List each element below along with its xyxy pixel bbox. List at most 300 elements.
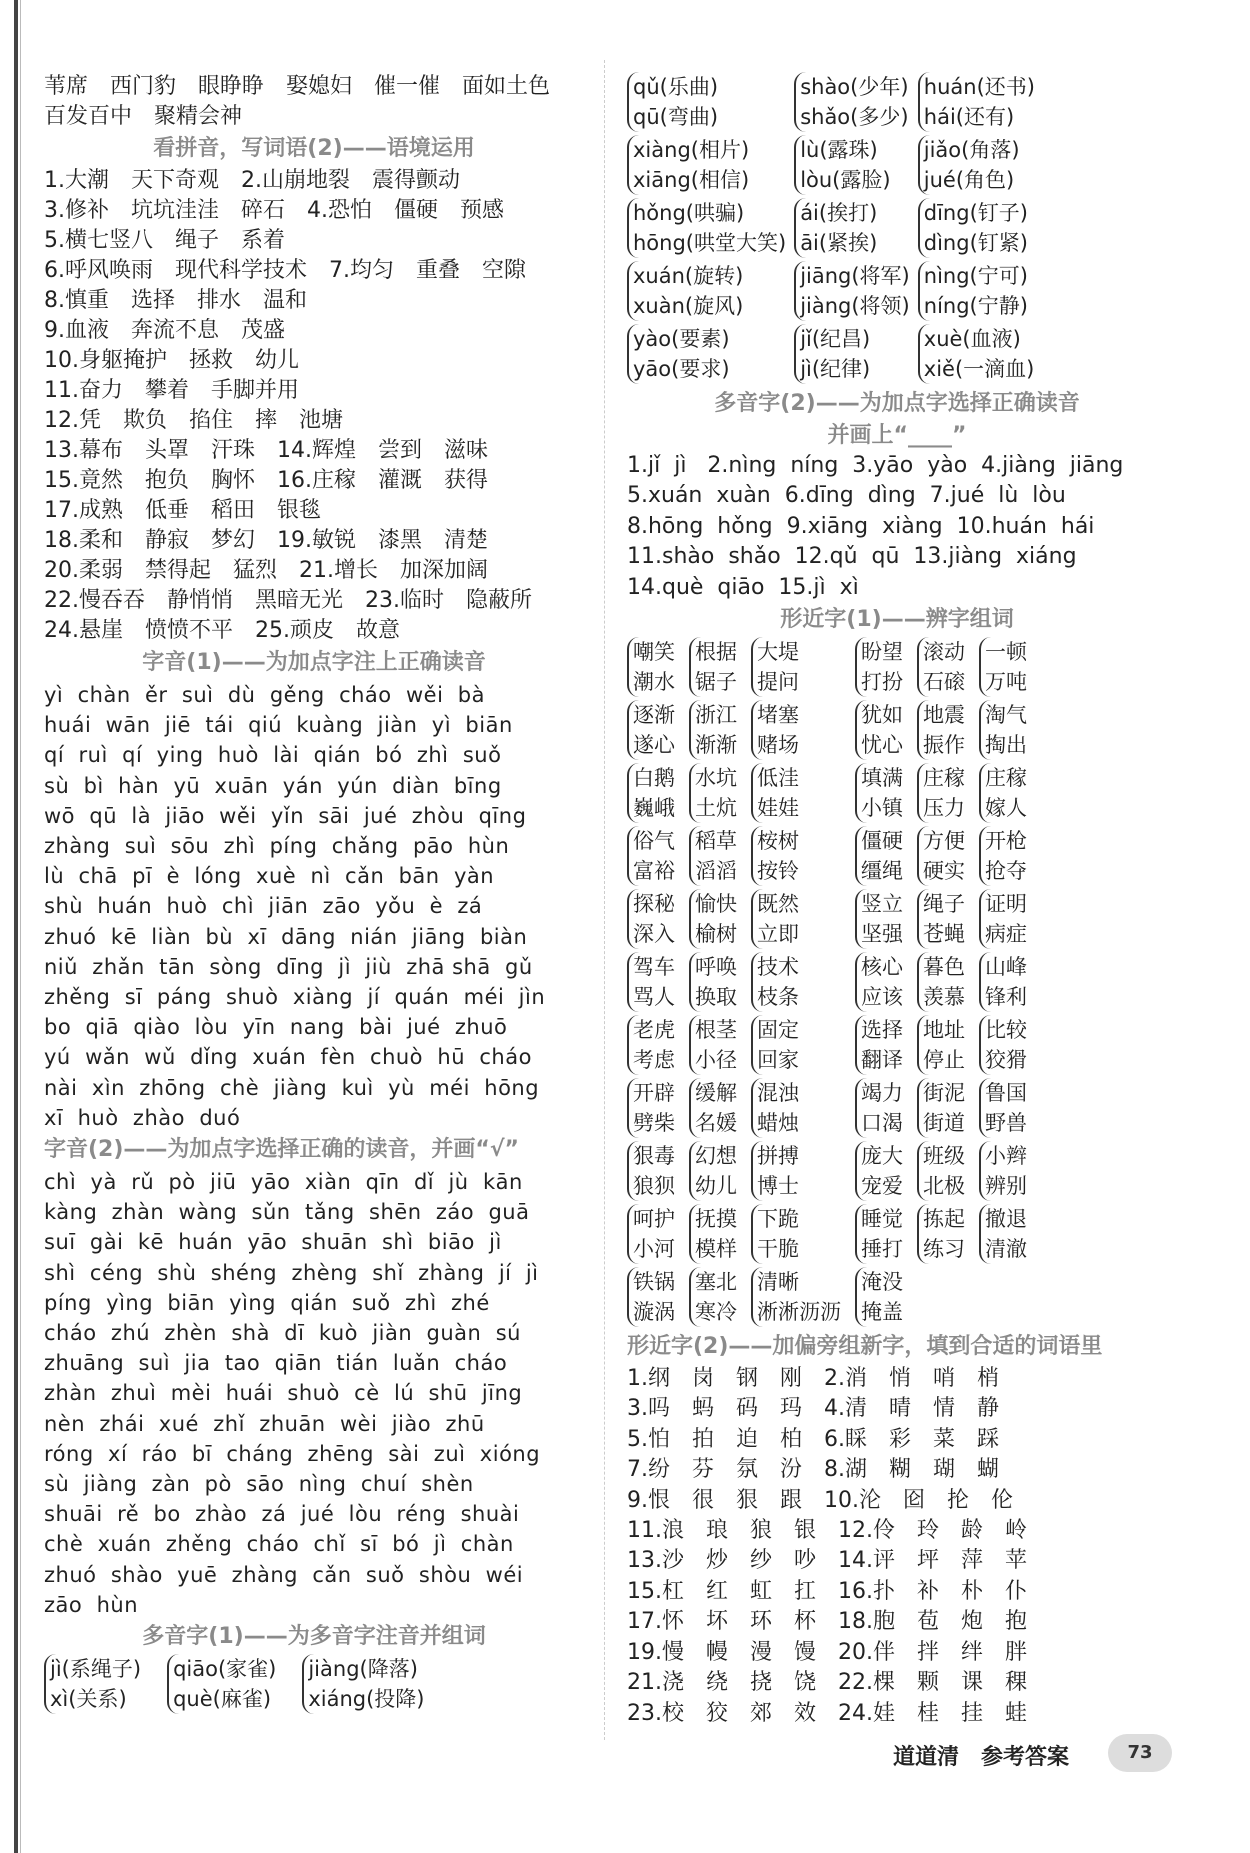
table-cell	[689, 763, 751, 826]
table-cell	[979, 889, 1041, 952]
brace-item: 娃娃	[757, 796, 799, 821]
table-cell	[979, 637, 1041, 700]
table-cell	[794, 324, 918, 387]
table-cell	[979, 1015, 1041, 1078]
answer-line: shuāi rě bo zhào zá jué lòu réng shuài	[44, 1502, 520, 1527]
brace-item: 骂人	[633, 985, 675, 1010]
right-column	[627, 72, 1167, 1729]
brace-group	[627, 1141, 675, 1201]
table-cell	[918, 72, 1043, 135]
brace-item: 桉树	[757, 829, 799, 854]
answer-line: kàng zhàn wàng sǔn tǎng shēn záo guā	[44, 1200, 530, 1225]
table-cell	[751, 1267, 855, 1330]
brace-group	[917, 1204, 965, 1264]
brace-item: 小河	[633, 1237, 675, 1262]
answer-line: 17.怀 坏 环 杯 18.胞 苞 炮 抱	[627, 1609, 1027, 1635]
brace-item: 选择	[861, 1018, 903, 1043]
table-cell	[751, 1078, 855, 1141]
brace-item: 打扮	[861, 670, 903, 695]
brace-item: 滔滔	[695, 859, 737, 884]
brace-item: 狡猾	[985, 1048, 1027, 1073]
answer-line: nèn zhái xué zhǐ zhuān wèi jiào zhū	[44, 1411, 485, 1436]
brace-item: ái(挨打)	[800, 201, 878, 225]
table-cell	[917, 889, 979, 952]
brace-item: 换取	[695, 985, 737, 1010]
brace-item: 暮色	[923, 955, 965, 980]
pinyin-words-answers	[44, 166, 584, 646]
answer-line: 5.怕 拍 迫 柏 6.睬 彩 菜 踩	[627, 1426, 999, 1452]
brace-group	[979, 826, 1027, 886]
brace-group	[751, 1141, 799, 1201]
brace-item: 富裕	[633, 859, 675, 884]
brace-group	[855, 1204, 903, 1264]
brace-group	[751, 1267, 841, 1327]
answer-line: 13.沙 炒 纱 吵 14.评 坪 萍 苹	[627, 1548, 1027, 1574]
brace-item: 塞北	[695, 1270, 737, 1295]
brace-item: 低洼	[757, 766, 799, 791]
answer-line: bo qiā qiào lòu yīn nang bài jué zhuō	[44, 1015, 508, 1040]
table-cell	[979, 1141, 1041, 1204]
brace-item: huán(还书)	[923, 75, 1035, 99]
section-title-xing-jin-2: 形近字(2)——加偏旁组新字，填到合适的词语里	[627, 1334, 1103, 1360]
brace-item: 寒冷	[695, 1300, 737, 1325]
brace-item: 巍峨	[633, 796, 675, 821]
table-row	[627, 261, 1043, 324]
answer-line: yú wǎn wǔ dǐng xuán fèn chuò hū cháo	[44, 1045, 532, 1070]
table-cell	[627, 1267, 689, 1330]
brace-item: 捶打	[861, 1237, 903, 1262]
brace-group	[627, 198, 786, 258]
brace-group	[979, 1204, 1027, 1264]
answer-line: 8.hōng hǒng 9.xiāng xiàng 10.huán hái	[627, 513, 1095, 539]
brace-item: 坚强	[861, 922, 903, 947]
brace-item: 苍蝇	[923, 922, 965, 947]
table-cell	[627, 261, 794, 324]
table-cell	[855, 700, 917, 763]
duo-yin-1-answers	[44, 1654, 584, 1714]
answer-line: 11.奋力 攀着 手脚并用	[44, 378, 299, 403]
section-title-duo-yin-2-line2: 并画上“____”	[827, 423, 967, 448]
brace-group	[751, 952, 799, 1012]
brace-item: 宠爱	[861, 1174, 903, 1199]
brace-group	[855, 1267, 903, 1327]
table-cell	[751, 952, 855, 1015]
brace-group	[302, 1654, 424, 1714]
answer-line: 3.修补 坑坑洼洼 碎石 4.恐怕 僵硬 预感	[44, 198, 504, 223]
brace-group	[751, 889, 799, 949]
brace-item: 庄稼	[985, 766, 1027, 791]
answer-line: chè xuán zhěng cháo chǐ sī bó jì chàn	[44, 1532, 514, 1557]
brace-item: dīng(钉子)	[923, 201, 1028, 225]
brace-item: 万吨	[985, 670, 1027, 695]
brace-group	[627, 763, 675, 823]
brace-group	[627, 952, 675, 1012]
brace-group	[917, 700, 965, 760]
brace-group	[689, 700, 737, 760]
brace-item: 缰绳	[861, 859, 903, 884]
table-row	[627, 324, 1043, 387]
table-cell	[979, 1078, 1041, 1141]
brace-item: āi(紧挨)	[800, 231, 878, 255]
table-cell	[689, 1015, 751, 1078]
table-row	[627, 763, 1041, 826]
brace-group	[855, 1078, 903, 1138]
brace-item: jué(角色)	[923, 168, 1015, 192]
answer-line: 5.横七竖八 绳子 系着	[44, 228, 285, 253]
brace-item: hōng(哄堂大笑)	[633, 231, 787, 255]
brace-group	[627, 1204, 675, 1264]
table-cell	[751, 1141, 855, 1204]
brace-item: xuàn(旋风)	[633, 294, 744, 318]
brace-group	[979, 952, 1027, 1012]
brace-item: xiě(一滴血)	[923, 357, 1035, 381]
brace-group	[918, 72, 1035, 132]
footer-brand: 道道清 参考答案	[893, 1745, 1070, 1770]
brace-item: 下跪	[757, 1207, 799, 1232]
table-row	[627, 72, 1043, 135]
table-cell	[855, 1015, 917, 1078]
duo-yin-1-continued	[627, 72, 1043, 387]
answer-line: 1.jǐ jì 2.nìng níng 3.yāo yào 4.jiàng jiāng	[627, 453, 1124, 478]
table-cell	[917, 1078, 979, 1141]
table-row	[627, 1015, 1041, 1078]
table-cell	[917, 637, 979, 700]
section-title-duo-yin-1: 多音字(1)——为多音字注音并组词	[142, 1624, 486, 1650]
duo-yin-2-answers	[627, 451, 1167, 603]
answer-line: 9.恨 很 狠 跟 10.沦 囵 抡 伦	[627, 1487, 1013, 1513]
table-cell	[751, 763, 855, 826]
brace-item: shào(少年)	[800, 75, 909, 99]
brace-item: níng(宁静)	[923, 294, 1028, 318]
table-cell	[751, 637, 855, 700]
answer-line: zhàng suì sōu zhì píng chǎng pāo hùn	[44, 834, 510, 859]
brace-item: jì(纪律)	[800, 357, 871, 381]
brace-item: 蜡烛	[757, 1111, 799, 1136]
table-cell	[855, 1141, 917, 1204]
brace-item: 抢夺	[985, 859, 1027, 884]
brace-item: 淅淅沥沥	[757, 1300, 841, 1325]
table-cell	[855, 1078, 917, 1141]
brace-item: 漩涡	[633, 1300, 675, 1325]
brace-item: 淘气	[985, 703, 1027, 728]
table-cell	[627, 763, 689, 826]
table-cell	[751, 889, 855, 952]
brace-group	[918, 324, 1035, 384]
table-cell	[855, 637, 917, 700]
brace-item: 竖立	[861, 892, 903, 917]
table-cell	[627, 952, 689, 1015]
brace-item: 考虑	[633, 1048, 675, 1073]
brace-item: 睡觉	[861, 1207, 903, 1232]
brace-item: xuán(旋转)	[633, 264, 744, 288]
brace-item: 嫁人	[985, 796, 1027, 821]
brace-group	[917, 637, 965, 697]
brace-item: 证明	[985, 892, 1027, 917]
brace-item: 劈柴	[633, 1111, 675, 1136]
brace-item: 盼望	[861, 640, 903, 665]
brace-group	[855, 700, 903, 760]
answer-line: 13.幕布 头罩 汗珠 14.辉煌 尝到 滋味	[44, 438, 488, 463]
section-title-xing-jin-1: 形近字(1)——辨字组词	[780, 607, 1014, 633]
table-cell	[751, 1204, 855, 1267]
brace-item: 大堤	[757, 640, 799, 665]
table-row	[627, 637, 1041, 700]
brace-item: 狠毒	[633, 1144, 675, 1169]
brace-item: 小镇	[861, 796, 903, 821]
table-cell	[794, 261, 918, 324]
brace-item: 铁锅	[633, 1270, 675, 1295]
table-cell	[627, 1078, 689, 1141]
table-cell	[855, 1204, 917, 1267]
brace-group	[979, 1015, 1027, 1075]
brace-item: 硬实	[923, 859, 965, 884]
brace-item: 鲁国	[985, 1081, 1027, 1106]
brace-group	[627, 889, 675, 949]
brace-item: 固定	[757, 1018, 799, 1043]
table-cell	[917, 826, 979, 889]
answer-line: 15.竟然 抱负 胸怀 16.庄稼 灌溉 获得	[44, 468, 488, 493]
brace-item: 白鹅	[633, 766, 675, 791]
table-cell	[627, 135, 794, 198]
table-cell	[689, 889, 751, 952]
table-cell	[855, 1267, 917, 1330]
brace-item: hǒng(哄骗)	[633, 201, 745, 225]
brace-item: 探秘	[633, 892, 675, 917]
brace-item: 拼搏	[757, 1144, 799, 1169]
brace-group	[855, 763, 903, 823]
brace-group	[917, 763, 965, 823]
brace-item: jì(系绳子)	[50, 1657, 142, 1682]
table-cell	[979, 952, 1041, 1015]
answer-line: zhuó kē liàn bù xī dāng nián jiāng biàn	[44, 924, 528, 949]
table-cell	[627, 198, 794, 261]
brace-item: 愉快	[695, 892, 737, 917]
answer-line: chì yà rǔ pò jiū yāo xiàn qīn dǐ jù kān	[44, 1170, 523, 1195]
brace-group	[855, 952, 903, 1012]
brace-group	[979, 1078, 1027, 1138]
top-words	[44, 72, 584, 132]
table-cell	[917, 700, 979, 763]
brace-group	[627, 261, 743, 321]
brace-item: 一顿	[985, 640, 1027, 665]
brace-item: 堵塞	[757, 703, 799, 728]
brace-item: xiāng(相信)	[633, 168, 750, 192]
brace-item: 野兽	[985, 1111, 1027, 1136]
table-cell	[689, 637, 751, 700]
table-cell	[627, 1204, 689, 1267]
answer-line: niǔ zhǎn tān sòng dīng jì jiù zhā shā gǔ	[44, 954, 533, 979]
table-cell	[917, 952, 979, 1015]
brace-item: hái(还有)	[923, 105, 1015, 129]
brace-item: xuè(血液)	[923, 327, 1021, 351]
brace-item: yào(要素)	[633, 327, 730, 351]
brace-item: 遂心	[633, 733, 675, 758]
brace-item: 小辫	[985, 1144, 1027, 1169]
brace-group	[794, 261, 910, 321]
brace-group	[627, 324, 730, 384]
answer-line: 8.慎重 选择 排水 温和	[44, 288, 307, 313]
page-number: 73	[1108, 1734, 1172, 1772]
brace-item: 压力	[923, 796, 965, 821]
brace-item: 比较	[985, 1018, 1027, 1043]
brace-item: 淹没	[861, 1270, 903, 1295]
table-cell	[917, 763, 979, 826]
brace-item: 清晰	[757, 1270, 799, 1295]
brace-group	[794, 324, 870, 384]
brace-item: 核心	[861, 955, 903, 980]
left-column	[44, 72, 584, 1714]
brace-group	[917, 1141, 965, 1201]
table-cell	[627, 1015, 689, 1078]
table-row	[627, 889, 1041, 952]
xing-jin-1-answers	[627, 637, 1041, 1330]
brace-group	[167, 1654, 276, 1714]
brace-item: 模样	[695, 1237, 737, 1262]
table-cell	[918, 198, 1043, 261]
brace-item: 幼儿	[695, 1174, 737, 1199]
brace-item: 渐渐	[695, 733, 737, 758]
table-cell	[794, 135, 918, 198]
brace-group	[627, 1078, 675, 1138]
brace-group	[855, 889, 903, 949]
table-cell	[918, 261, 1043, 324]
brace-item: 名媛	[695, 1111, 737, 1136]
answer-line: 苇席 西门豹 眼睁睁 娶媳妇 催一催 面如土色	[44, 74, 551, 99]
brace-group	[794, 72, 908, 132]
brace-item: 小径	[695, 1048, 737, 1073]
table-cell	[918, 324, 1043, 387]
table-cell	[979, 1204, 1041, 1267]
answer-line: 24.悬崖 愤愤不平 25.顽皮 故意	[44, 618, 400, 643]
brace-item: 博士	[757, 1174, 799, 1199]
answer-line: nài xìn zhōng chè jiàng kuì yù méi hōng	[44, 1075, 540, 1100]
xing-jin-2-answers	[627, 1364, 1167, 1729]
answer-line: zhuāng suì jia tao qiān tián luǎn cháo	[44, 1351, 508, 1376]
brace-item: 开辟	[633, 1081, 675, 1106]
brace-group	[689, 889, 737, 949]
brace-item: 枝条	[757, 985, 799, 1010]
table-cell	[627, 324, 794, 387]
answer-line: shù huán huò chì jiān zāo yǒu è zá	[44, 894, 483, 919]
table-row	[627, 1267, 1041, 1330]
brace-item: 填满	[861, 766, 903, 791]
brace-item: lù(露珠)	[800, 138, 878, 162]
brace-item: 撤退	[985, 1207, 1027, 1232]
brace-group	[627, 72, 718, 132]
answer-line: 19.慢 幔 漫 馒 20.伴 拌 绊 胖	[627, 1639, 1027, 1665]
brace-item: 地震	[923, 703, 965, 728]
answer-line: 10.身躯掩护 拯救 幼儿	[44, 348, 299, 373]
brace-item: 振作	[923, 733, 965, 758]
table-cell	[918, 135, 1043, 198]
table-cell	[855, 826, 917, 889]
brace-item: 忧心	[861, 733, 903, 758]
brace-item: 锋利	[985, 985, 1027, 1010]
brace-group	[689, 1204, 737, 1264]
table-cell	[979, 763, 1041, 826]
answer-line: zāo hùn	[44, 1592, 139, 1617]
answer-line: wō qū là jiāo wěi yǐn sāi jué zhòu qīng	[44, 803, 527, 828]
brace-group	[627, 135, 749, 195]
brace-item: 犹如	[861, 703, 903, 728]
table-cell	[917, 1015, 979, 1078]
brace-item: 滚动	[923, 640, 965, 665]
brace-item: jiàng(将领)	[800, 294, 910, 318]
brace-item: 掩盖	[861, 1300, 903, 1325]
brace-item: 技术	[757, 955, 799, 980]
brace-group	[918, 198, 1028, 258]
table-cell	[855, 889, 917, 952]
brace-item: 立即	[757, 922, 799, 947]
brace-item: 土炕	[695, 796, 737, 821]
brace-item: 拣起	[923, 1207, 965, 1232]
answer-line: róng xí ráo bī cháng zhēng sài zuì xióng	[44, 1441, 541, 1466]
brace-group	[979, 700, 1027, 760]
brace-item: 掏出	[985, 733, 1027, 758]
brace-group	[917, 1078, 965, 1138]
answer-line: 18.柔和 静寂 梦幻 19.敏锐 漆黑 清楚	[44, 528, 488, 553]
brace-group	[979, 889, 1027, 949]
table-cell	[751, 700, 855, 763]
brace-item: 庄稼	[923, 766, 965, 791]
table-cell	[689, 1267, 751, 1330]
brace-item: 稻草	[695, 829, 737, 854]
answer-line: 1.大潮 天下奇观 2.山崩地裂 震得颤动	[44, 168, 460, 193]
brace-item: 清澈	[985, 1237, 1027, 1262]
section-title-zi-yin-2: 字音(2)——为加点字选择正确的读音，并画“√”	[44, 1137, 520, 1163]
brace-item: 应该	[861, 985, 903, 1010]
brace-item: 北极	[923, 1174, 965, 1199]
answer-line: 11.浪 琅 狼 银 12.伶 玲 龄 岭	[627, 1518, 1027, 1544]
brace-item: xì(关系)	[50, 1687, 127, 1712]
answer-line: 百发百中 聚精会神	[44, 104, 243, 129]
answer-line: 21.浇 绕 挠 饶 22.棵 颗 课 稞	[627, 1670, 1027, 1696]
brace-group	[689, 952, 737, 1012]
table-cell	[689, 700, 751, 763]
brace-item: 方便	[923, 829, 965, 854]
table-cell	[689, 826, 751, 889]
brace-group	[918, 135, 1020, 195]
brace-item: 嘲笑	[633, 640, 675, 665]
brace-item: 庞大	[861, 1144, 903, 1169]
brace-item: 缓解	[695, 1081, 737, 1106]
brace-item: 潮水	[633, 670, 675, 695]
table-row	[627, 1078, 1041, 1141]
table-row	[627, 1141, 1041, 1204]
brace-item: 竭力	[861, 1081, 903, 1106]
brace-item: 浙江	[695, 703, 737, 728]
brace-group	[689, 763, 737, 823]
brace-item: 街道	[923, 1111, 965, 1136]
table-cell	[917, 1204, 979, 1267]
brace-item: nìng(宁可)	[923, 264, 1028, 288]
answer-line: qí ruì qí ying huò lài qián bó zhì suǒ	[44, 743, 502, 768]
table-row	[627, 700, 1041, 763]
brace-group	[689, 1015, 737, 1075]
brace-item: 既然	[757, 892, 799, 917]
brace-group	[855, 1141, 903, 1201]
answer-line: 6.呼风唤雨 现代科学技术 7.均匀 重叠 空隙	[44, 258, 526, 283]
brace-item: 僵硬	[861, 829, 903, 854]
table-cell	[979, 826, 1041, 889]
brace-group	[627, 826, 675, 886]
brace-group	[751, 826, 799, 886]
brace-group	[751, 1204, 799, 1264]
brace-item: 干脆	[757, 1237, 799, 1262]
brace-item: yāo(要求)	[633, 357, 730, 381]
brace-group	[855, 1015, 903, 1075]
answer-line: 1.纲 岗 钢 刚 2.消 悄 哨 梢	[627, 1366, 999, 1392]
